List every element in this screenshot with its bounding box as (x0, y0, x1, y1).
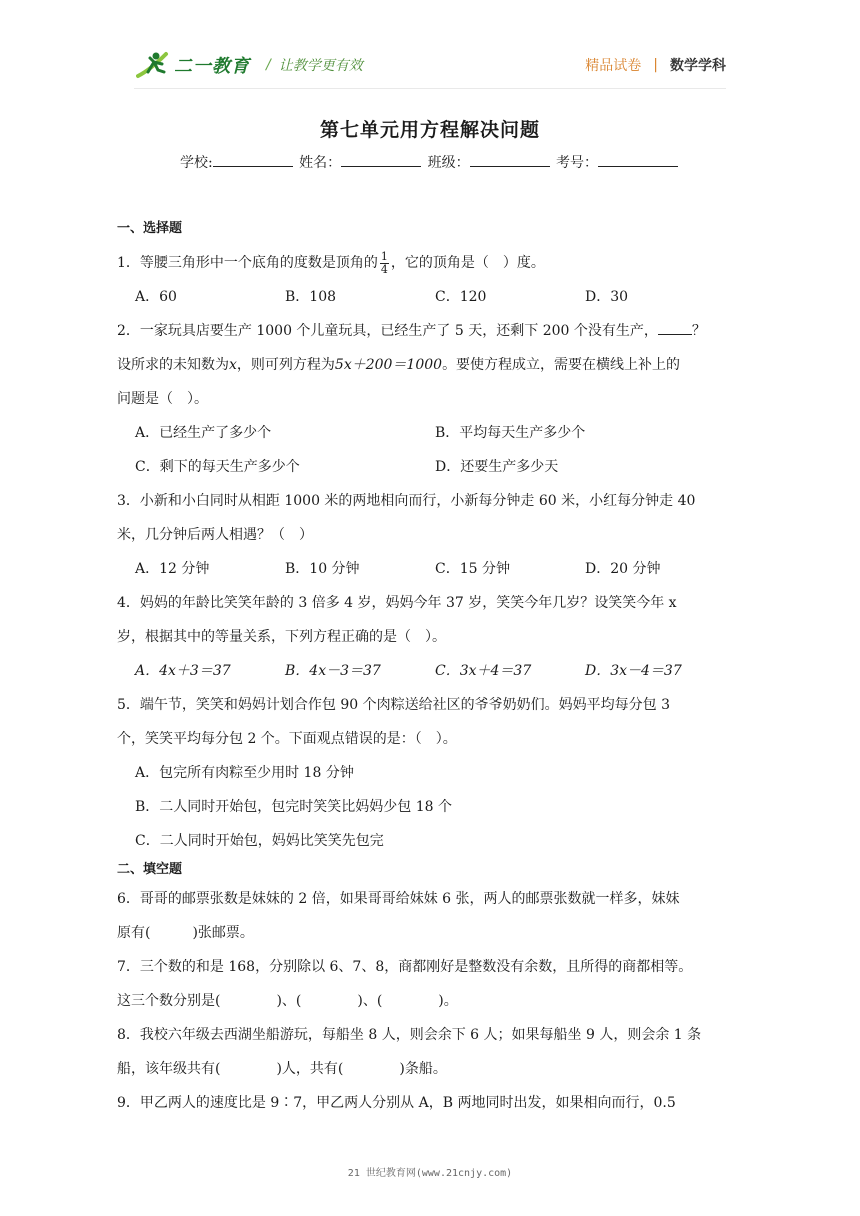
slogan-separator: / (266, 57, 271, 73)
option[interactable]: C．120 (435, 289, 487, 305)
question-8 (117, 1018, 735, 1086)
class-label: 班级： (427, 155, 470, 171)
slogan: 让教学更有效 (278, 58, 363, 74)
q1-text-b: ，它的顶角是（ ）度。 (390, 255, 545, 271)
logo-text: 二一教育 (174, 56, 250, 77)
q7-text-b: 这三个数分别是( )、( )、( )。 (117, 993, 458, 1009)
page-footer: 21 世纪教育网(www.21cnjy.com) (347, 1168, 513, 1179)
option[interactable]: B．二人同时开始包，包完时笑笑比妈妈少包 18 个 (135, 799, 453, 815)
question-7 (117, 950, 735, 1018)
q6-text-a: 6．哥哥的邮票张数是妹妹的 2 倍，如果哥哥给妹妹 6 张，两人的邮票张数就一样多，妹妹 (117, 891, 680, 907)
q5-text-a: 5．端午节，笑笑和妈妈计划合作包 90 个肉粽送给社区的爷爷奶奶们。妈妈平均每分包 3 (117, 697, 670, 713)
header-tags (585, 55, 726, 75)
option[interactable]: B．108 (285, 289, 337, 305)
option[interactable]: B．平均每天生产多少个 (435, 425, 586, 441)
q4-text-a: 4．妈妈的年龄比笑笑年龄的 3 倍多 4 岁，妈妈今年 37 岁，笑笑今年几岁？设笑笑今年 x (117, 595, 677, 611)
q6-text-b: 原有( )张邮票。 (117, 925, 254, 941)
q2-options-row2 (117, 450, 735, 484)
header-divider (134, 88, 726, 89)
option[interactable]: D．3x－4＝37 (585, 663, 682, 679)
class-blank[interactable] (470, 152, 550, 167)
q4-options (117, 654, 735, 688)
q5-text-b: 个，笑笑平均每分包 2 个。下面观点错误的是：（ ）。 (117, 731, 457, 747)
section-fill-blank: 二、填空题 (117, 862, 183, 877)
tag-subject: 数学学科 (670, 58, 726, 74)
q2-text-b: ？ (691, 323, 706, 339)
q2-text-a: 2．一家玩具店要生产 1000 个儿童玩具，已经生产了 5 天，还剩下 200 个没有生产， (117, 323, 658, 339)
question-9 (117, 1086, 735, 1120)
q2-options-row1 (117, 416, 735, 450)
fraction-numerator: 1 (380, 249, 388, 263)
question-5 (117, 688, 735, 756)
question-6 (117, 882, 735, 950)
tag-separator: | (653, 57, 658, 73)
school-label: 学校: (179, 155, 213, 171)
section-choice: 一、选择题 (117, 221, 183, 236)
q2-text-e: 。要使方程成立，需要在横线上补上的 (442, 357, 681, 373)
question-1 (117, 246, 735, 280)
q3-text-b: 米，几分钟后两人相遇？（ ） (117, 527, 313, 543)
name-blank[interactable] (341, 152, 421, 167)
option[interactable]: A．包完所有肉粽至少用时 18 分钟 (135, 765, 354, 781)
option[interactable]: C．剩下的每天生产多少个 (135, 459, 300, 475)
page-header (0, 0, 860, 90)
tag-premium-exam: 精品试卷 (585, 58, 642, 74)
q8-text-a: 8．我校六年级去西湖坐船游玩，每船坐 8 人，则会余下 6 人；如果每船坐 9 人，则会余 1 条 (117, 1027, 702, 1043)
q2-variable: x (229, 357, 237, 373)
runner-logo-icon (136, 50, 172, 80)
q1-options (117, 280, 735, 314)
exam-no-label: 考号： (556, 155, 599, 171)
q2-text-d: ，则可列方程为 (236, 357, 335, 373)
option[interactable]: C．二人同时开始包，妈妈比笑笑先包完 (135, 833, 384, 849)
logo (136, 48, 363, 82)
option[interactable]: D．30 (585, 289, 629, 305)
option[interactable]: C．3x＋4＝37 (435, 663, 532, 679)
q3-options (117, 552, 735, 586)
q9-text-a: 9．甲乙两人的速度比是 9∶7，甲乙两人分别从 A，B 两地同时出发，如果相向而行，0.5 (117, 1095, 676, 1111)
option[interactable]: A．60 (135, 289, 177, 305)
option[interactable]: B．4x－3＝37 (285, 663, 381, 679)
question-2 (117, 314, 735, 416)
question-4 (117, 586, 735, 654)
option[interactable]: C．15 分钟 (435, 561, 510, 577)
option[interactable]: A．已经生产了多少个 (135, 425, 272, 441)
q2-equation: 5x＋200＝1000 (334, 357, 443, 373)
q8-text-b: 船，该年级共有( )人，共有( )条船。 (117, 1061, 447, 1077)
option[interactable]: A．4x＋3＝37 (135, 663, 231, 679)
q2-text-f: 问题是（ ）。 (117, 391, 208, 407)
fraction-one-quarter (380, 251, 389, 276)
q1-text-a: 1．等腰三角形中一个底角的度数是顶角的 (117, 255, 378, 271)
page-title: 第七单元用方程解决问题 (319, 119, 540, 141)
question-content (117, 212, 735, 1120)
q2-text-c: 设所求的未知数为 (117, 357, 229, 373)
option[interactable]: B．10 分钟 (285, 561, 360, 577)
question-3 (117, 484, 735, 552)
answer-blank[interactable] (658, 322, 692, 335)
student-info-line (0, 152, 860, 172)
option[interactable]: D．20 分钟 (585, 561, 661, 577)
option[interactable]: D．还要生产多少天 (435, 459, 559, 475)
q4-text-b: 岁，根据其中的等量关系，下列方程正确的是（ ）。 (117, 629, 446, 645)
exam-no-blank[interactable] (598, 152, 678, 167)
fraction-denominator: 4 (380, 262, 388, 276)
option[interactable]: A．12 分钟 (135, 561, 210, 577)
q3-text-a: 3．小新和小白同时从相距 1000 米的两地相向而行，小新每分钟走 60 米，小红每分钟走 40 (117, 493, 696, 509)
name-label: 姓名： (299, 155, 342, 171)
q7-text-a: 7．三个数的和是 168，分别除以 6、7、8，商都刚好是整数没有余数，且所得的商都相等。 (117, 959, 693, 975)
school-blank[interactable] (213, 152, 293, 167)
